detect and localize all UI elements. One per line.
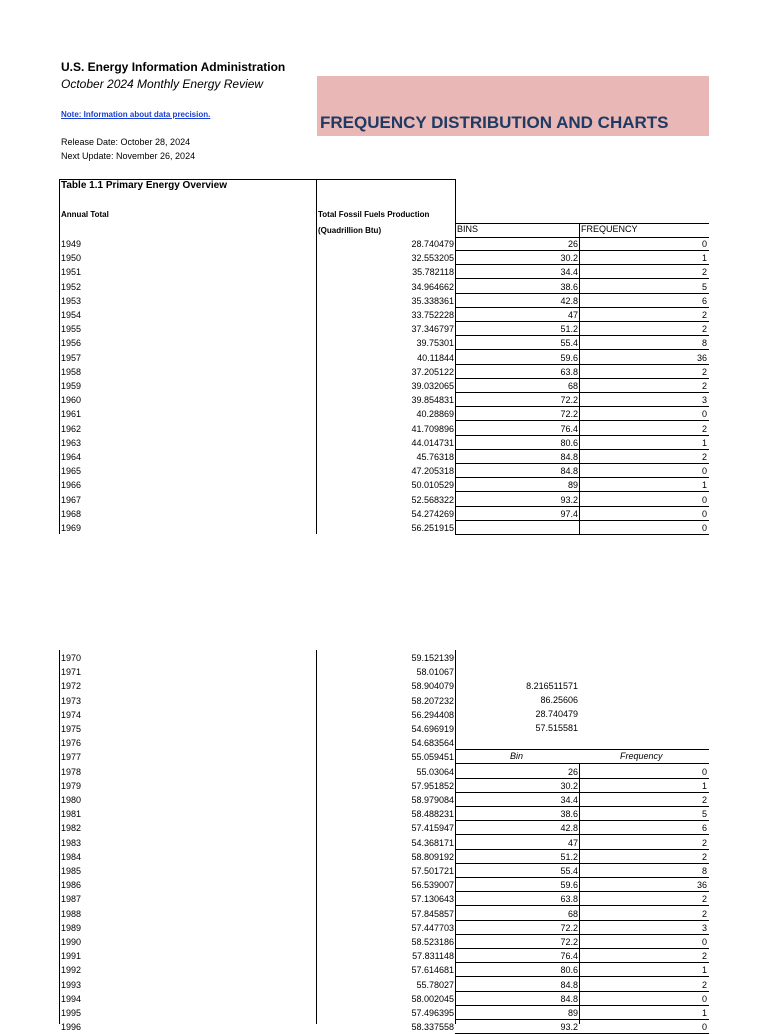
bin-cell: 76.4	[560, 423, 578, 434]
year-cell: 1985	[61, 866, 82, 876]
year-cell: 1989	[61, 922, 82, 933]
bin-cell: 55.4	[560, 338, 578, 349]
frequency-header-2: Frequency	[620, 751, 663, 761]
frequency-cell: 8	[701, 338, 707, 349]
bin-row-border	[455, 379, 709, 393]
frequency-cell: 0	[701, 937, 707, 947]
frequency-cell: 0	[701, 494, 707, 505]
bin-row-border	[455, 978, 709, 992]
frequency-cell: 6	[701, 823, 707, 834]
stat-range: 57.515581	[535, 723, 578, 733]
year-cell: 1979	[61, 780, 82, 791]
value-cell: 54.274269	[411, 508, 454, 519]
bin-cell: 38.6	[560, 281, 578, 292]
value-cell: 57.501721	[411, 866, 454, 876]
year-column-header: Annual Total	[61, 210, 109, 219]
value-cell: 34.964662	[411, 281, 454, 292]
bin-cell: 34.4	[560, 795, 578, 805]
frequency-cell: 2	[701, 837, 707, 848]
bin-row-border	[455, 1006, 709, 1020]
frequency-cell: 36	[696, 880, 707, 891]
bin-row-border	[455, 793, 709, 807]
frequency-header: FREQUENCY	[581, 224, 638, 234]
value-cell: 39.75301	[416, 338, 454, 349]
value-cell: 28.740479	[411, 239, 454, 249]
bin-cell: 89	[567, 1008, 578, 1018]
bin-cell: 84.8	[560, 466, 578, 477]
value-cell: 58.01067	[416, 667, 454, 678]
frequency-cell: 5	[701, 281, 707, 292]
bin-cell: 47	[567, 837, 578, 848]
value-column-header: Total Fossil Fuels Production	[318, 210, 430, 219]
table-row	[0, 665, 768, 679]
bin-row-border	[455, 336, 709, 350]
frequency-cell: 2	[701, 851, 707, 862]
year-cell: 1972	[61, 681, 82, 692]
year-cell: 1957	[61, 352, 82, 363]
value-cell: 55.78027	[416, 979, 454, 990]
value-cell: 45.76318	[416, 452, 454, 462]
frequency-cell: 1	[701, 965, 707, 976]
stat-std-dev: 8.216511571	[526, 681, 578, 691]
year-cell: 1994	[61, 993, 82, 1004]
bin-row-border	[455, 949, 709, 963]
bin-cell: 84.8	[560, 993, 578, 1004]
value-cell: 57.845857	[411, 908, 454, 919]
value-cell: 39.032065	[411, 381, 454, 391]
year-cell: 1974	[61, 709, 82, 720]
frequency-cell: 2	[701, 908, 707, 919]
frequency-cell: 2	[701, 310, 707, 320]
value-cell: 57.614681	[411, 965, 454, 976]
bin-cell: 34.4	[560, 267, 578, 278]
value-cell: 58.488231	[411, 809, 454, 820]
bin-cell: 72.2	[560, 395, 578, 406]
year-cell: 1978	[61, 766, 82, 777]
bin-row-border	[455, 821, 709, 835]
bin-row-border	[455, 921, 709, 935]
bin-row-border	[455, 478, 709, 492]
frequency-cell: 2	[701, 452, 707, 462]
bin-cell: 26	[567, 766, 578, 777]
year-cell: 1977	[61, 752, 82, 763]
bin-cell: 30.2	[560, 253, 578, 264]
year-cell: 1990	[61, 937, 82, 947]
table-row	[0, 722, 768, 736]
frequency-cell: 0	[701, 466, 707, 477]
value-cell: 32.553205	[411, 253, 454, 264]
frequency-cell: 0	[701, 993, 707, 1004]
bin-row-border	[455, 521, 709, 535]
frequency-cell: 0	[701, 523, 707, 533]
bin-row-border	[455, 507, 709, 521]
table-row	[0, 679, 768, 693]
bin-row-border	[455, 493, 709, 507]
frequency-cell: 2	[701, 795, 707, 805]
frequency-cell: 1	[701, 437, 707, 448]
value-cell: 57.130643	[411, 894, 454, 905]
year-cell: 1984	[61, 851, 82, 862]
bin-header-2: Bin	[510, 751, 524, 761]
frequency-cell: 6	[701, 295, 707, 306]
table-row	[0, 708, 768, 722]
bin-row-border	[455, 992, 709, 1006]
frequency-cell: 0	[701, 508, 707, 519]
value-cell: 44.014731	[411, 437, 454, 448]
value-cell: 47.205318	[411, 466, 454, 477]
value-cell: 57.415947	[411, 823, 454, 834]
year-cell: 1968	[61, 508, 82, 519]
bin-row-border	[455, 935, 709, 949]
frequency-cell: 1	[701, 480, 707, 491]
bin-cell: 76.4	[560, 951, 578, 962]
year-cell: 1966	[61, 480, 82, 491]
year-cell: 1949	[61, 239, 82, 249]
year-cell: 1996	[61, 1022, 82, 1033]
value-cell: 35.338361	[411, 295, 454, 306]
value-cell: 55.03064	[416, 766, 454, 777]
bin-cell: 80.6	[560, 437, 578, 448]
frequency-cell: 2	[701, 423, 707, 434]
year-cell: 1954	[61, 310, 82, 320]
year-cell: 1982	[61, 823, 82, 834]
value-cell: 52.568322	[411, 494, 454, 505]
bin-row-border	[455, 436, 709, 450]
value-cell: 39.854831	[411, 395, 454, 406]
year-cell: 1993	[61, 979, 82, 990]
value-cell: 58.523186	[411, 937, 454, 947]
bin-cell: 68	[567, 381, 578, 391]
value-cell: 58.207232	[411, 695, 454, 706]
year-cell: 1987	[61, 894, 82, 905]
value-cell: 57.951852	[411, 780, 454, 791]
bin-cell: 84.8	[560, 452, 578, 462]
stat-min: 28.740479	[535, 709, 578, 719]
banner-title: FREQUENCY DISTRIBUTION AND CHARTS	[320, 113, 669, 132]
year-cell: 1981	[61, 809, 82, 820]
bin-row-border	[455, 836, 709, 850]
bin-row-border	[455, 464, 709, 478]
value-cell: 37.205122	[411, 366, 454, 377]
bin-row-border	[455, 280, 709, 294]
frequency-cell: 2	[701, 951, 707, 962]
table-title: Table 1.1 Primary Energy Overview	[61, 180, 228, 191]
agency-name: U.S. Energy Information Administration	[61, 60, 286, 74]
table-row	[0, 736, 768, 750]
year-cell: 1961	[61, 409, 82, 420]
frequency-cell: 0	[701, 766, 707, 777]
frequency-cell: 0	[701, 1022, 707, 1033]
bin-row-border	[455, 322, 709, 336]
frequency-cell: 0	[701, 239, 707, 249]
value-cell: 37.346797	[411, 324, 454, 335]
bin-row-border	[455, 450, 709, 464]
frequency-cell: 2	[701, 979, 707, 990]
bin-cell: 38.6	[560, 809, 578, 820]
value-cell: 54.368171	[411, 837, 454, 848]
value-cell: 55.059451	[411, 752, 454, 763]
value-cell: 56.251915	[411, 523, 454, 533]
year-cell: 1976	[61, 738, 82, 749]
value-cell: 50.010529	[411, 480, 454, 491]
year-cell: 1995	[61, 1008, 82, 1018]
year-cell: 1955	[61, 324, 82, 335]
year-cell: 1988	[61, 908, 82, 919]
frequency-cell: 2	[701, 267, 707, 278]
bin-row-border	[455, 807, 709, 821]
year-cell: 1956	[61, 338, 82, 349]
bin-cell: 97.4	[560, 508, 578, 519]
year-cell: 1967	[61, 494, 82, 505]
value-cell: 33.752228	[411, 310, 454, 320]
bin-cell: 84.8	[560, 979, 578, 990]
release-date: Release Date: October 28, 2024	[61, 137, 191, 147]
bin-row-border	[455, 265, 709, 279]
value-cell: 40.11844	[417, 352, 454, 363]
bin-cell: 26	[567, 239, 578, 249]
year-cell: 1971	[61, 667, 82, 678]
bin-cell: 59.6	[560, 352, 578, 363]
next-update: Next Update: November 26, 2024	[61, 151, 196, 161]
bin-cell: 72.2	[560, 922, 578, 933]
value-cell: 58.904079	[411, 681, 454, 692]
frequency-cell: 2	[701, 381, 707, 391]
bin-row-border	[455, 294, 709, 308]
bin-cell: 55.4	[560, 866, 578, 876]
frequency-cell: 2	[701, 894, 707, 905]
bin-cell: 51.2	[560, 324, 578, 335]
bin-row-border	[455, 963, 709, 977]
bin-cell: 93.2	[560, 494, 578, 505]
value-cell: 35.782118	[412, 267, 454, 278]
frequency-cell: 2	[701, 324, 707, 335]
value-cell: 56.294408	[411, 709, 454, 720]
value-cell: 57.447703	[411, 922, 454, 933]
year-cell: 1964	[61, 452, 82, 462]
frequency-cell: 2	[701, 366, 707, 377]
year-cell: 1975	[61, 724, 82, 734]
value-cell: 58.809192	[411, 851, 454, 862]
bin-row-border	[455, 365, 709, 379]
year-cell: 1992	[61, 965, 82, 976]
bin-cell: 63.8	[560, 366, 578, 377]
frequency-cell: 36	[696, 352, 707, 363]
value-cell: 56.539007	[411, 880, 454, 891]
bin-cell: 63.8	[560, 894, 578, 905]
bin-row-border	[455, 907, 709, 921]
value-cell: 54.683564	[411, 738, 454, 749]
year-cell: 1983	[61, 837, 82, 848]
value-cell: 58.002045	[411, 993, 454, 1004]
value-column-unit: (Quadrillion Btu)	[318, 226, 382, 235]
frequency-cell: 5	[701, 809, 707, 820]
bin-row-border	[455, 850, 709, 864]
year-cell: 1953	[61, 295, 82, 306]
year-cell: 1980	[61, 795, 82, 805]
year-cell: 1991	[61, 951, 82, 962]
frequency-cell: 1	[701, 253, 707, 264]
table-row	[0, 694, 768, 708]
year-cell: 1963	[61, 437, 82, 448]
bin-row-border	[455, 765, 709, 779]
bins-freq-divider	[579, 763, 580, 1024]
bin-row-border	[455, 407, 709, 421]
bins-header: BINS	[457, 224, 479, 234]
bin-row-border	[455, 779, 709, 793]
bin-row-border	[455, 892, 709, 906]
year-cell: 1973	[61, 695, 82, 706]
bin-cell: 51.2	[560, 851, 578, 862]
bin-row-border	[455, 308, 709, 322]
year-cell: 1969	[61, 523, 82, 533]
bin-cell: 89	[567, 480, 578, 491]
bin-row-border	[455, 1020, 709, 1034]
year-cell: 1951	[61, 267, 82, 278]
frequency-cell: 1	[701, 780, 707, 791]
year-cell: 1962	[61, 423, 82, 434]
table-row	[0, 750, 768, 764]
bin-cell: 30.2	[560, 780, 578, 791]
value-cell: 54.696919	[411, 724, 454, 734]
publication-title: October 2024 Monthly Energy Review	[61, 77, 264, 91]
frequency-cell: 8	[701, 866, 707, 876]
value-cell: 58.337558	[411, 1022, 454, 1033]
bin-row-border	[455, 864, 709, 878]
bin-cell: 47	[567, 310, 578, 320]
bin-row-border	[455, 422, 709, 436]
value-cell: 57.496395	[411, 1008, 454, 1018]
bin-row-border	[455, 393, 709, 407]
bin-cell: 93.2	[560, 1022, 578, 1033]
stat-max: 86.25606	[540, 695, 578, 705]
bin-row-border	[455, 251, 709, 265]
year-cell: 1986	[61, 880, 82, 891]
year-cell: 1958	[61, 366, 82, 377]
table-row	[0, 651, 768, 665]
value-cell: 58.979084	[411, 795, 454, 805]
bin-cell: 80.6	[560, 965, 578, 976]
bin-cell: 72.2	[560, 409, 578, 420]
year-cell: 1952	[61, 281, 82, 292]
year-cell: 1960	[61, 395, 82, 406]
title-banner	[317, 76, 709, 136]
data-precision-link[interactable]: Note: Information about data precision.	[61, 110, 211, 119]
frequency-cell: 0	[701, 409, 707, 420]
frequency-cell: 3	[701, 922, 707, 933]
bin-row-border	[455, 351, 709, 365]
value-cell: 59.152139	[411, 653, 454, 663]
bin-cell: 72.2	[560, 937, 578, 947]
value-cell: 41.709896	[411, 423, 454, 434]
frequency-cell: 1	[701, 1008, 707, 1018]
value-cell: 40.28869	[416, 409, 454, 420]
year-cell: 1950	[61, 253, 82, 264]
year-cell: 1965	[61, 466, 82, 477]
bin-cell: 68	[567, 908, 578, 919]
value-cell: 57.831148	[412, 951, 454, 962]
bin-row-border	[455, 878, 709, 892]
bin-cell: 42.8	[560, 295, 578, 306]
frequency-cell: 3	[701, 395, 707, 406]
bin-row-border	[455, 237, 709, 251]
year-cell: 1970	[61, 653, 82, 663]
year-cell: 1959	[61, 381, 82, 391]
bin-cell: 42.8	[560, 823, 578, 834]
bin-cell: 59.6	[560, 880, 578, 891]
